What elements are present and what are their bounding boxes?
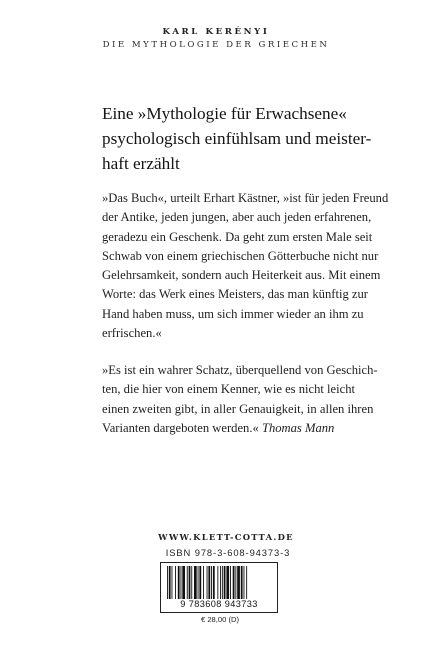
headline-line: haft erzählt [102, 153, 180, 173]
price: € 28,00 (D) [201, 615, 239, 624]
book-title: DIE MYTHOLOGIE DER GRIECHEN [102, 40, 330, 50]
barcode [160, 562, 278, 613]
kaestner-quote [102, 189, 402, 343]
quote-line: Schwab von einem griechischen Götterbuche nicht nur [102, 248, 379, 263]
quote-line: einen zweiten gibt, in aller Genauigkeit, in allen ihren [102, 401, 374, 416]
mann-quote [102, 361, 402, 438]
cover-header [0, 26, 432, 52]
headline-line: psychologisch einfühlsam und meister- [102, 128, 372, 148]
quote-last-line [102, 419, 402, 438]
quote-line: Gelehrsamkeit, sondern auch Heiterkeit aus. Mit einem [102, 268, 381, 283]
isbn-number: ISBN 978-3-608-94373-3 [165, 547, 291, 558]
headline-line: Eine »Mythologie für Erwachsene« [102, 104, 347, 123]
quote-line: Hand haben muss, um sich immer wieder an ihm zu [102, 306, 364, 321]
quote-line: Worte: das Werk eines Meisters, das man künftig zur [102, 287, 368, 302]
publisher-website: WWW.KLETT-COTTA.DE [158, 532, 294, 542]
headline [102, 102, 392, 176]
ean-digits: 9 783608 943733 [163, 599, 275, 609]
quote-line: »Es ist ein wahrer Schatz, überquellend von Geschich- [102, 363, 378, 377]
quote-line: »Das Buch«, urteilt Erhart Kästner, »ist für jeden Freund [102, 191, 389, 205]
quote-line: geradezu ein Geschenk. Da geht zum ersten Male seit [102, 229, 373, 244]
quote-line: ten, die hier von einem Kenner, wie es nicht leicht [102, 382, 356, 397]
quote-line-text: Varianten dargeboten werden.« [102, 420, 259, 435]
quote-line: erfrischen.« [102, 326, 162, 341]
quote-attribution: Thomas Mann [261, 420, 335, 435]
quote-line: der Antike, jeden jungen, aber auch jeden erfahrenen, [102, 210, 372, 225]
author-name: KARL KERÉNYI [162, 27, 270, 37]
